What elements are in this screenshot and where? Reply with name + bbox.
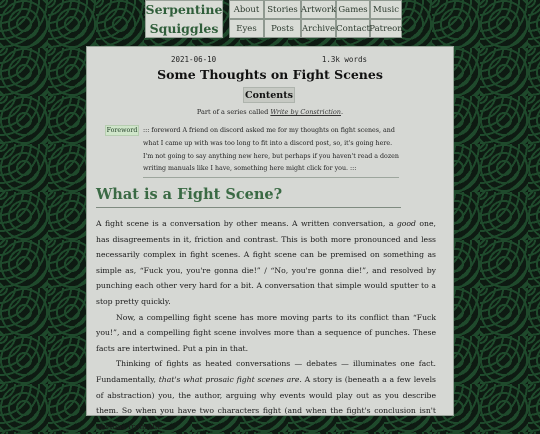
nav-artwork[interactable]: Artwork — [301, 0, 336, 19]
site-title-line-1: Serpentine — [145, 2, 223, 17]
contents-button[interactable]: Contents — [243, 87, 295, 103]
post-word-count: 1.3k words — [321, 55, 367, 64]
p3-text-b: A story is (beneath a a few levels of abstraction) you, the author, arguing why events would play out as you describe them. So when you have two characters fight (and when the fight's conclusion isn't obvious from the — [96, 374, 437, 431]
nav-patreon[interactable]: Patreon — [370, 19, 402, 38]
p1-text-b: one, has disagreements in it, friction and contrast. This is both more pronounced and less necessarily complex in fight scenes. A fight scene can be premised on something as simple as, “Fuck you, you're gonna die!” / “No, you're gonna die!”, and resolved by punching each other very hard for a bit. A conversation that simple would sputter to a stop pretty quickly. — [96, 219, 436, 306]
p3-text-a: Thinking of fights as heated conversations — debates — illuminates one fact. Fundamentally, — [96, 359, 436, 384]
series-prefix: Part of a series called — [196, 108, 271, 116]
post-meta — [87, 55, 453, 67]
p1-emphasis: good — [396, 219, 416, 228]
post-date: 2021-06-10 — [171, 55, 217, 64]
nav-games[interactable]: Games — [336, 0, 370, 19]
section-heading: What is a Fight Scene? — [96, 186, 283, 203]
post-body — [96, 216, 436, 434]
post-content — [86, 46, 454, 431]
nav-eyes[interactable]: Eyes — [229, 19, 264, 38]
nav-contact[interactable]: Contact — [336, 19, 370, 38]
foreword-label: Foreword — [106, 127, 138, 134]
nav-stories[interactable]: Stories — [264, 0, 301, 19]
series-link[interactable]: Write by Constriction — [270, 108, 341, 116]
post-title: Some Thoughts on Fight Scenes — [157, 67, 383, 82]
section-heading-underline — [96, 207, 401, 208]
nav-archive[interactable]: Archive — [301, 19, 336, 38]
nav-music[interactable]: Music — [370, 0, 402, 19]
foreword-divider — [143, 177, 399, 178]
paragraph-3 — [96, 356, 436, 434]
paragraph-1 — [96, 216, 436, 310]
foreword-text: ::: foreword A friend on discord asked me for my thoughts on fight scenes, and what I came up with was too long to fit into a discord post, so, it's going here. I'm not going to say anything new here, but perhaps if you haven't read a dozen writing manuals like I have, something here might click for you. ::: — [143, 127, 399, 173]
nav-about[interactable]: About — [229, 0, 264, 19]
paragraph-2: Now, a compelling fight scene has more moving parts to its conflict than “Fuck you!”, and a compelling fight scene involves more than a sequence of punches. These facts are intertwined. Put a pin in that. — [96, 312, 436, 353]
main-nav — [229, 0, 402, 38]
site-title-line-2: Squiggles — [149, 21, 219, 36]
p1-text-a: A fight scene is a conversation by other means. A written conversation, a — [96, 219, 397, 228]
series-note — [87, 108, 453, 116]
site-header — [145, 0, 402, 38]
series-suffix: . — [341, 108, 344, 116]
site-title[interactable] — [145, 0, 223, 38]
nav-posts[interactable]: Posts — [264, 19, 301, 38]
p3-emphasis: that's what prosaic fight scenes are. — [158, 374, 302, 384]
